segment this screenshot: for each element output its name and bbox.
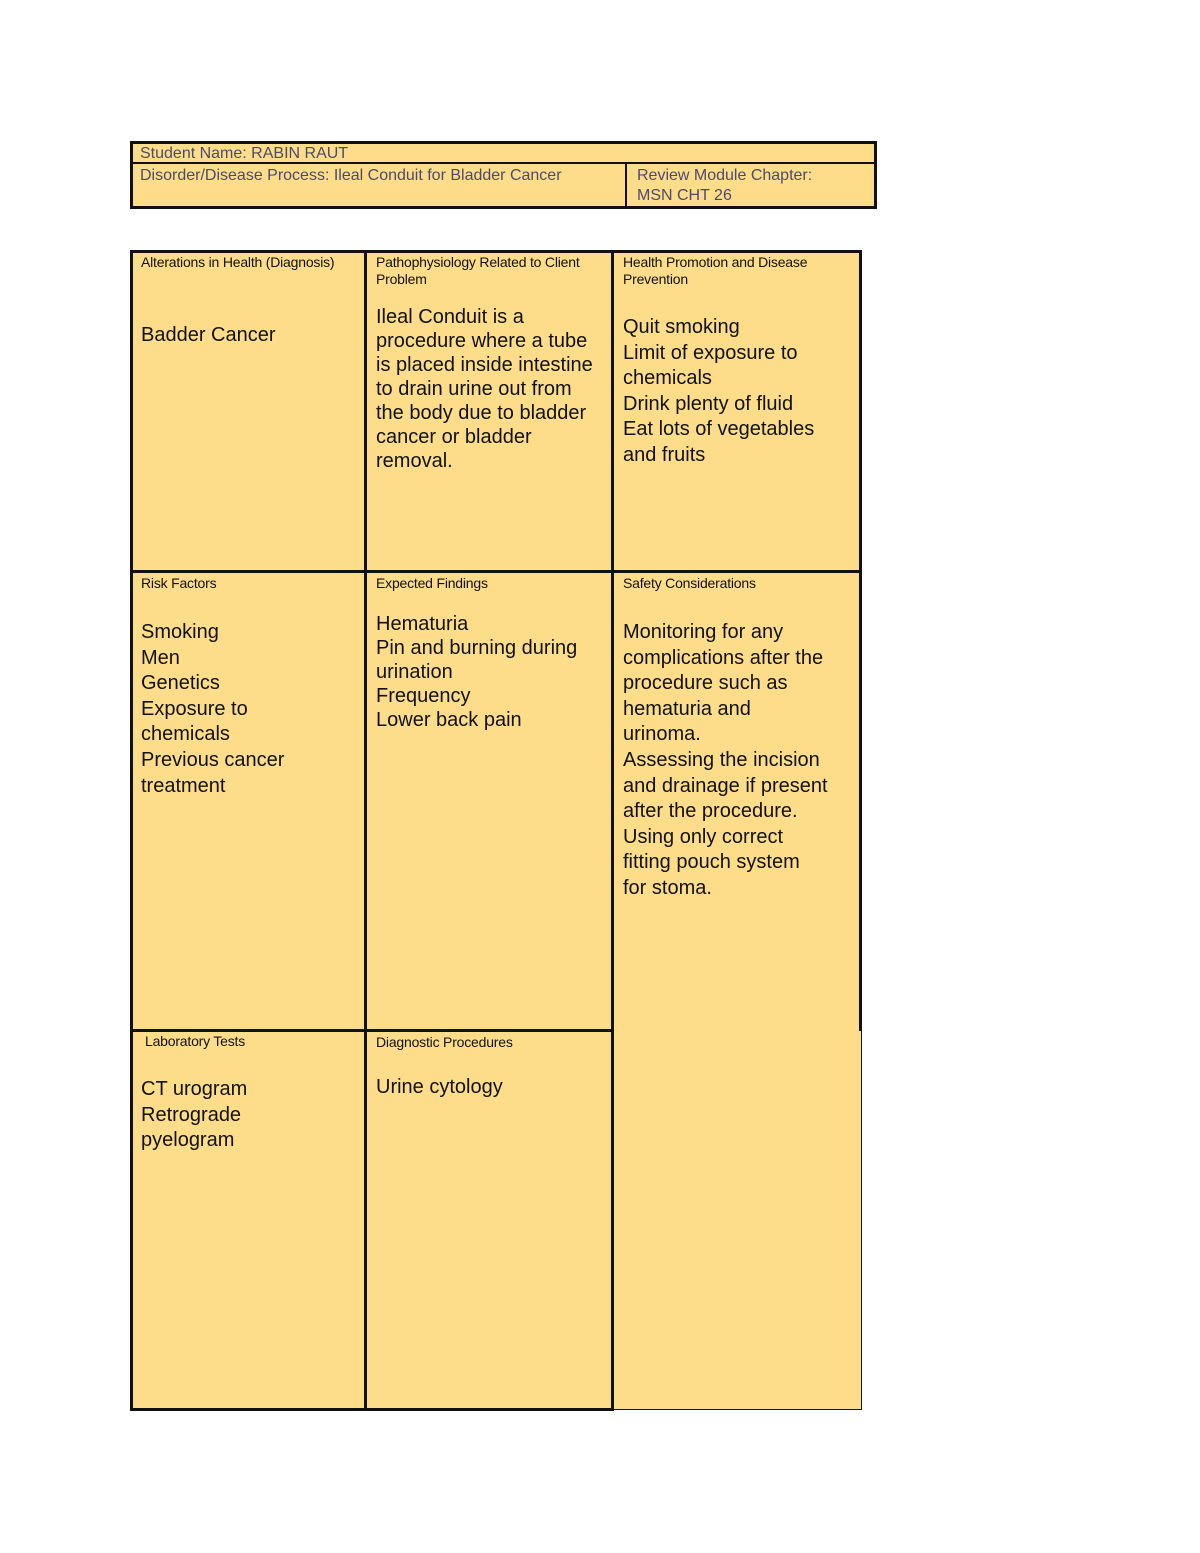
expected-findings-title: Expected Findings [376,575,488,591]
grid-border-bottom [130,1408,614,1411]
grid-border-right [859,250,862,1031]
risk-factors-title: Risk Factors [141,575,217,591]
header-border-bottom [130,206,877,209]
disorder-process: Disorder/Disease Process: Ileal Conduit for Bladder Cancer [140,167,562,184]
expected-findings-content: Hematuria Pin and burning during urination Frequency Lower back pain [376,613,578,731]
alterations-content: Badder Cancer [141,324,276,346]
health-promotion-content: Quit smoking Limit of exposure to chemicals Drink plenty of fluid Eat lots of vegetables and fruits [623,316,815,466]
pathophysiology-content: Ileal Conduit is a procedure where a tube is placed inside intestine to drain urine out from the body due to bladder cancer or bladder removal. [376,306,593,472]
grid-border-col1 [364,250,367,1411]
grid-border-row2 [130,1029,614,1032]
grid-border-right-lower [861,1031,862,1410]
grid-border-row1 [130,570,862,573]
diagnostic-procedures-content: Urine cytology [376,1076,503,1098]
lab-tests-content: CT urogram Retrograde pyelogram [141,1078,248,1152]
header-border-left [130,141,133,209]
diagnostic-procedures-title: Diagnostic Procedures [376,1034,513,1050]
health-promotion-title: Health Promotion and Disease Prevention [623,254,808,287]
risk-factors-content: Smoking Men Genetics Exposure to chemicals Previous cancer treatment [141,621,285,797]
pathophysiology-title: Pathophysiology Related to Client Problem [376,254,580,287]
student-name: Student Name: RABIN RAUT [140,145,349,162]
grid-border-top [130,250,862,253]
cell-alterations [131,251,366,572]
review-module-chapter: Review Module Chapter: MSN CHT 26 [637,167,813,204]
safety-title: Safety Considerations [623,575,756,591]
alterations-title: Alterations in Health (Diagnosis) [141,254,335,270]
grid-border-bottom-right [613,1409,862,1410]
safety-content: Monitoring for any complications after the procedure such as hematuria and urinoma. Assessing the incision and drainage if present after the procedure. Using only correct fitting pouch system for stoma. [623,621,828,899]
grid-border-left [130,250,133,1411]
header-border-divider [625,162,627,209]
header-border-right [874,141,877,209]
lab-tests-title: Laboratory Tests [145,1033,246,1049]
grid-border-col2 [611,250,614,1411]
